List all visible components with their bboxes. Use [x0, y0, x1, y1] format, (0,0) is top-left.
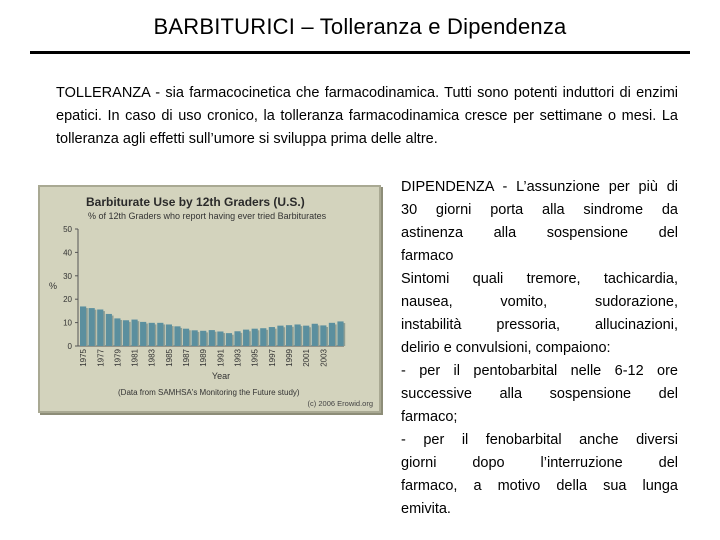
x-tick-label: 1991: [216, 349, 226, 367]
bar-1992: [226, 333, 232, 346]
bar-2004: [329, 323, 335, 346]
x-tick-label: 1987: [182, 349, 192, 367]
x-tick-label: 1983: [147, 349, 157, 367]
x-tick-label: 2003: [319, 349, 329, 367]
dipendenza-paragraph: [401, 176, 678, 521]
dipendenza-line: delirio e convulsioni, compaiono:: [401, 340, 611, 356]
x-tick-label: 1979: [113, 349, 123, 367]
dipendenza-line: astinenza alla sospensione del: [401, 225, 678, 241]
bar-1995: [252, 329, 258, 346]
bar-1996: [260, 328, 266, 346]
barbiturate-chart: [38, 185, 381, 413]
slide-title: BARBITURICI – Tolleranza e Dipendenza: [153, 14, 567, 39]
x-axis-ticks: [79, 348, 328, 366]
bar-1994: [243, 330, 249, 346]
bar-1978: [106, 314, 112, 346]
x-tick-label: 1993: [233, 349, 243, 367]
chart-title: Barbiturate Use by 12th Graders (U.S.): [86, 195, 305, 209]
bar-2005: [337, 321, 343, 346]
y-axis-label: %: [49, 281, 58, 291]
bar-1982: [140, 322, 146, 346]
x-tick-label: 1989: [199, 349, 209, 367]
tolleranza-paragraph: TOLLERANZA - sia farmacocinetica che farmacodinamica. Tutti sono potenti induttori di enzimi epatici. In caso di uso cronico, la tolleranza farmacodinamica cresce per settimane o mesi. La tolleranza agli effetti sull’umore si sviluppa prima delle altre.: [56, 85, 678, 147]
bar-2003: [320, 325, 326, 346]
x-tick-label: 1995: [250, 349, 260, 367]
dipendenza-line: giorni dopo l’interruzione del: [401, 455, 678, 471]
x-tick-label: 1981: [130, 349, 140, 367]
bar-1981: [131, 320, 137, 346]
x-tick-label: 1985: [164, 349, 174, 367]
y-tick-label: 0: [67, 342, 72, 351]
bar-1977: [97, 309, 103, 346]
y-tick-label: 20: [63, 295, 72, 305]
y-tick-label: 30: [63, 271, 72, 281]
bar-1986: [174, 326, 180, 346]
chart-source-note: (Data from SAMHSA's Monitoring the Future study): [118, 388, 300, 397]
title-divider: [30, 51, 690, 54]
dipendenza-line: successive alla sospensione del: [401, 386, 678, 402]
bar-1980: [123, 320, 129, 346]
y-tick-label: 40: [63, 248, 72, 258]
bar-1985: [166, 324, 172, 346]
bar-1999: [286, 325, 292, 346]
x-tick-label: 1999: [285, 349, 295, 367]
bar-1975: [80, 306, 86, 346]
dipendenza-line: nausea, vomito, sudorazione,: [401, 294, 678, 310]
y-tick-label: 10: [63, 318, 72, 328]
x-tick-label: 2001: [302, 349, 312, 367]
bar-1987: [183, 329, 189, 346]
dipendenza-line: farmaco, a motivo della sua lunga: [401, 478, 678, 494]
bar-1993: [234, 331, 240, 346]
dipendenza-line: farmaco: [401, 248, 454, 264]
bar-1983: [149, 323, 155, 346]
dipendenza-line: emivita.: [401, 501, 451, 517]
bar-1998: [277, 326, 283, 346]
bar-1984: [157, 323, 163, 346]
bar-2000: [295, 324, 301, 346]
dipendenza-line: instabilità pressoria, allucinazioni,: [401, 317, 678, 333]
bar-1989: [200, 331, 206, 346]
x-axis-label: Year: [211, 371, 231, 381]
y-tick-label: 50: [63, 225, 72, 234]
bar-1991: [217, 331, 223, 346]
dipendenza-line: farmaco;: [401, 409, 458, 425]
x-tick-label: 1975: [79, 349, 89, 367]
chart-subtitle: % of 12th Graders who report having ever tried Barbiturates: [88, 211, 327, 221]
x-tick-label: 1997: [267, 349, 277, 367]
bar-1997: [269, 327, 275, 346]
bar-1988: [192, 330, 198, 346]
dipendenza-line: - per il pentobarbital nelle 6-12 ore: [401, 363, 678, 379]
x-tick-label: 1977: [96, 349, 106, 367]
dipendenza-line: - per il fenobarbital anche diversi: [401, 432, 678, 448]
chart-copyright: (c) 2006 Erowid.org: [307, 399, 373, 408]
bar-1979: [114, 318, 120, 346]
bar-1990: [209, 330, 215, 346]
bar-2001: [303, 326, 309, 346]
bar-2002: [312, 324, 318, 346]
dipendenza-line: 30 giorni porta alla sindrome da: [401, 202, 678, 218]
dipendenza-line: Sintomi quali tremore, tachicardia,: [401, 271, 678, 287]
dipendenza-line: DIPENDENZA - L’assunzione per più di: [401, 179, 678, 195]
bar-1976: [89, 308, 95, 346]
chart-canvas: [40, 187, 379, 411]
